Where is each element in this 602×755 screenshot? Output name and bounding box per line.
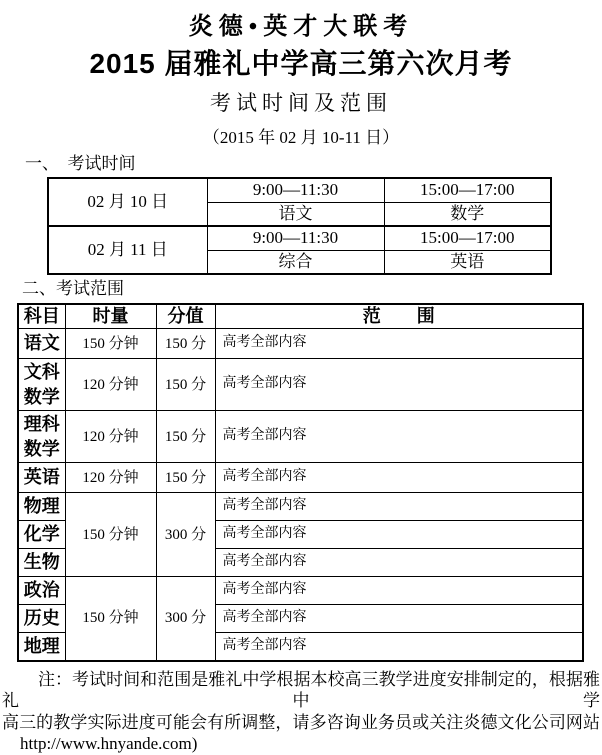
exam-scope-table <box>17 303 584 662</box>
subject-cell: 英语 <box>384 250 551 274</box>
section-heading-exam-scope: 二、考试范围 <box>22 279 124 299</box>
score-cell: 150 分 <box>156 411 215 463</box>
table-row <box>48 178 551 202</box>
scope-cell: 高考全部内容 <box>215 411 583 463</box>
footnote <box>2 669 600 755</box>
section-heading-exam-time: 一、 考试时间 <box>25 154 136 174</box>
scope-cell: 高考全部内容 <box>215 329 583 359</box>
table-row <box>18 463 583 493</box>
table-row <box>18 359 583 411</box>
exam-date-range: （2015 年 02 月 10-11 日） <box>202 127 400 147</box>
duration-cell: 150 分钟 <box>65 577 156 661</box>
time-cell: 15:00—17:00 <box>384 226 551 250</box>
score-cell: 300 分 <box>156 493 215 577</box>
duration-cell: 150 分钟 <box>65 329 156 359</box>
scope-cell: 高考全部内容 <box>215 605 583 633</box>
date-cell: 02 月 10 日 <box>48 178 207 226</box>
footnote-url: http://www.hnyande.com) <box>20 734 198 754</box>
subject-cell: 综合 <box>207 250 384 274</box>
subject-cell: 生物 <box>18 549 65 577</box>
time-cell: 9:00—11:30 <box>207 178 384 202</box>
subject-cell: 政治 <box>18 577 65 605</box>
time-cell: 15:00—17:00 <box>384 178 551 202</box>
col-header-scope: 范 围 <box>215 304 583 329</box>
duration-cell: 150 分钟 <box>65 493 156 577</box>
table-header-row <box>18 304 583 329</box>
exam-time-table <box>47 177 552 275</box>
subject-cell: 历史 <box>18 605 65 633</box>
subject-cell: 理科数学 <box>18 411 65 463</box>
scope-cell: 高考全部内容 <box>215 633 583 661</box>
score-cell: 300 分 <box>156 577 215 661</box>
subject-cell: 化学 <box>18 521 65 549</box>
scope-cell: 高考全部内容 <box>215 463 583 493</box>
subject-cell: 语文 <box>18 329 65 359</box>
page-title-brand: 炎德•英才大联考 <box>188 14 414 40</box>
footnote-line: 高三的教学实际进度可能会有所调整，请多咨询业务员或关注炎德文化公司网站 <box>2 712 600 732</box>
duration-cell: 120 分钟 <box>65 411 156 463</box>
subject-cell: 物理 <box>18 493 65 521</box>
scope-cell: 高考全部内容 <box>215 493 583 521</box>
table-row <box>18 493 583 521</box>
time-cell: 9:00—11:30 <box>207 226 384 250</box>
subject-cell: 英语 <box>18 463 65 493</box>
score-cell: 150 分 <box>156 329 215 359</box>
table-row <box>18 577 583 605</box>
page-title: 2015 届雅礼中学高三第六次月考 <box>89 48 513 79</box>
subject-cell: 语文 <box>207 202 384 226</box>
scope-cell: 高考全部内容 <box>215 577 583 605</box>
page-subtitle: 考试时间及范围 <box>210 90 392 115</box>
date-cell: 02 月 11 日 <box>48 226 207 274</box>
duration-cell: 120 分钟 <box>65 463 156 493</box>
subject-cell: 地理 <box>18 633 65 661</box>
score-cell: 150 分 <box>156 359 215 411</box>
col-header-score: 分值 <box>156 304 215 329</box>
scope-cell: 高考全部内容 <box>215 359 583 411</box>
subject-cell: 数学 <box>384 202 551 226</box>
subject-cell: 文科数学 <box>18 359 65 411</box>
table-row <box>18 411 583 463</box>
scope-cell: 高考全部内容 <box>215 549 583 577</box>
scope-cell: 高考全部内容 <box>215 521 583 549</box>
table-row <box>48 226 551 250</box>
col-header-duration: 时量 <box>65 304 156 329</box>
footnote-line: 注：考试时间和范围是雅礼中学根据本校高三教学进度安排制定的，根据雅礼中学 <box>2 669 600 711</box>
col-header-subject: 科目 <box>18 304 65 329</box>
score-cell: 150 分 <box>156 463 215 493</box>
duration-cell: 120 分钟 <box>65 359 156 411</box>
table-row <box>18 329 583 359</box>
